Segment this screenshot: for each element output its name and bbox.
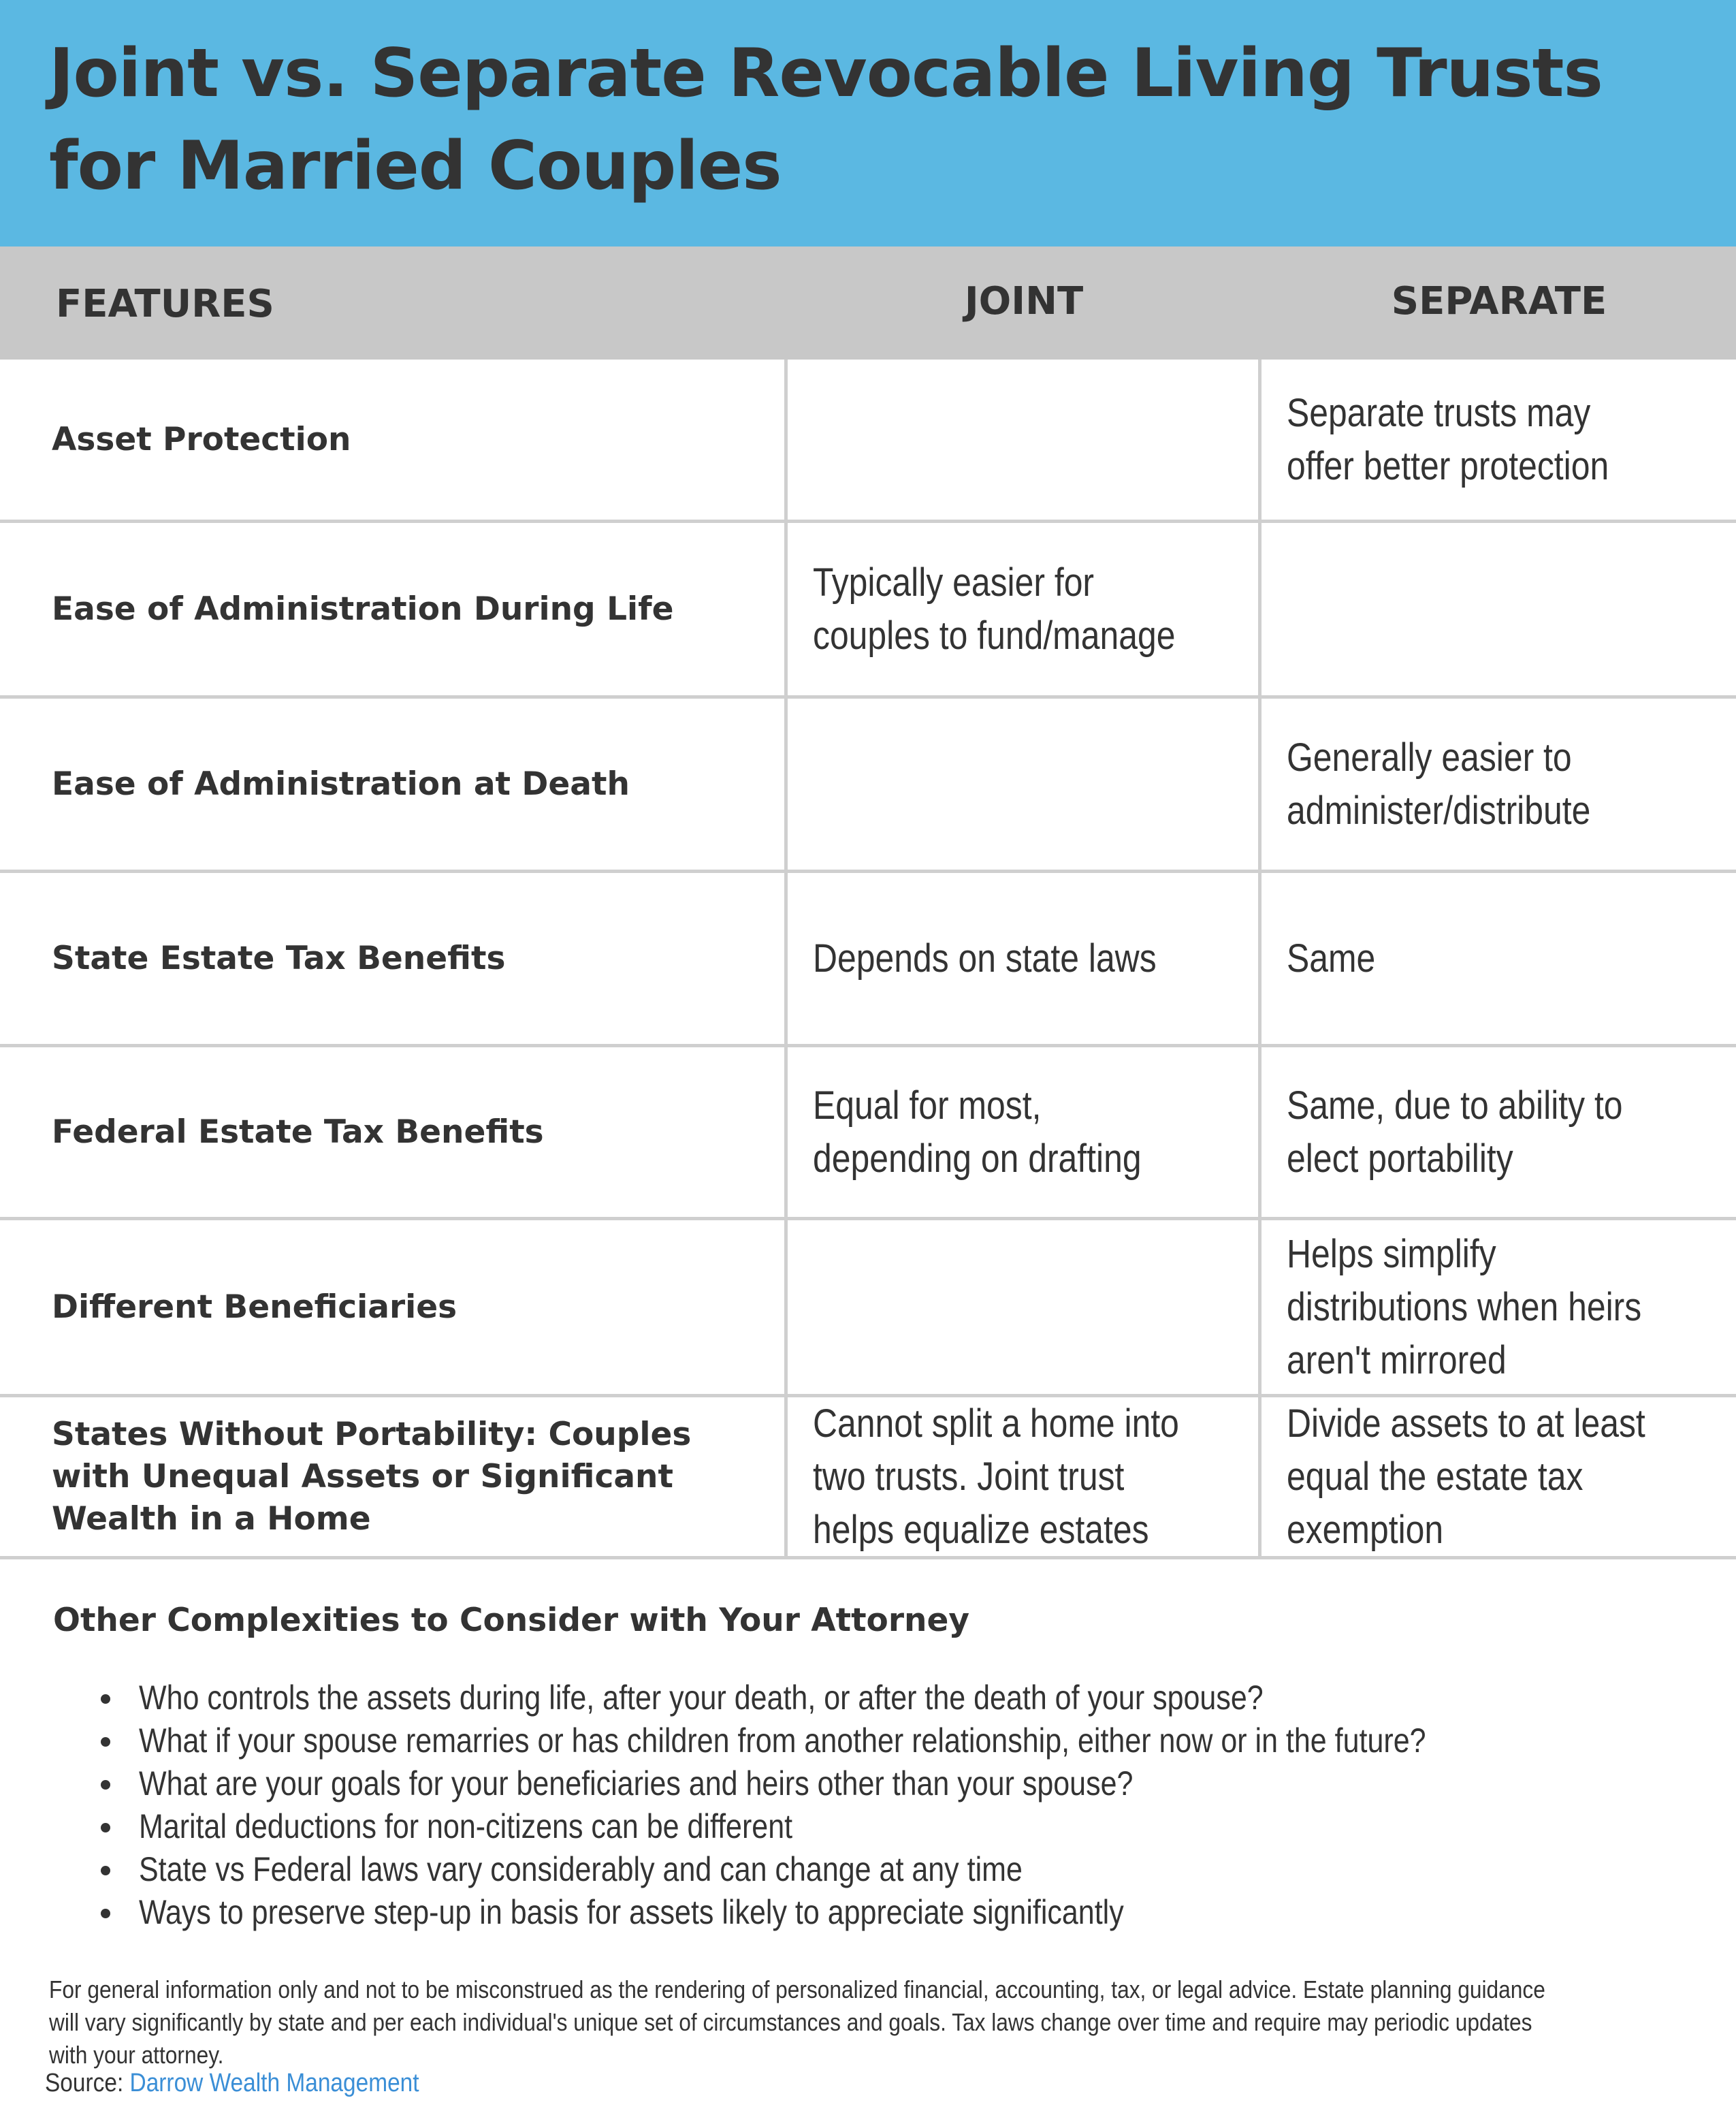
table-row bbox=[0, 873, 1736, 1047]
table-row bbox=[0, 1397, 1736, 1559]
joint-cell bbox=[813, 699, 1255, 870]
feature-cell: Asset Protection bbox=[52, 420, 351, 458]
table-row bbox=[0, 1047, 1736, 1220]
table-row bbox=[0, 360, 1736, 523]
column-divider-joint bbox=[784, 360, 788, 1559]
column-header-joint: JOINT bbox=[964, 279, 1084, 323]
page-title bbox=[49, 27, 1683, 212]
list-item: State vs Federal laws vary considerably and can change at any time bbox=[102, 1848, 1635, 1891]
column-header-bar bbox=[0, 247, 1736, 360]
other-complexities-heading: Other Complexities to Consider with Your Attorney bbox=[53, 1602, 969, 1639]
column-divider-separate bbox=[1258, 360, 1261, 1559]
separate-cell: Generally easier to administer/distribute bbox=[1287, 735, 1591, 833]
feature-cell: Ease of Administration at Death bbox=[52, 765, 630, 803]
list-item: Who controls the assets during life, after your death, or after the death of your spouse? bbox=[102, 1677, 1635, 1719]
table-row bbox=[0, 1220, 1736, 1397]
complexities-list bbox=[102, 1677, 1635, 1934]
separate-cell bbox=[1287, 523, 1729, 695]
separate-cell: Helps simplify distributions when heirs aren't mirrored bbox=[1287, 1231, 1642, 1382]
bullet-icon bbox=[101, 1866, 110, 1875]
bullet-icon bbox=[101, 1780, 110, 1790]
separate-cell: Same, due to ability to elect portability bbox=[1287, 1083, 1623, 1181]
disclaimer-text: For general information only and not to be misconstrued as the rendering of personalized financial, accounting, tax, or legal advice. Estate planning guidance will vary significantly by state and per each individual's unique set of circumstances and goals. Tax laws change over time and require may periodic updates with your attorney. bbox=[49, 1975, 1545, 2069]
joint-cell bbox=[813, 1220, 1255, 1394]
list-item: What if your spouse remarries or has children from another relationship, either now or in the future? bbox=[102, 1719, 1635, 1762]
feature-cell: Federal Estate Tax Benefits bbox=[52, 1113, 544, 1151]
list-item: Ways to preserve step-up in basis for assets likely to appreciate significantly bbox=[102, 1891, 1635, 1934]
bullet-icon bbox=[101, 1909, 110, 1918]
column-header-separate: SEPARATE bbox=[1391, 279, 1607, 323]
title-line-1: Joint vs. Separate Revocable Living Trusts bbox=[49, 35, 1603, 112]
feature-cell: States Without Portability: Couples with Unequal Assets or Significant Wealth in a Home bbox=[52, 1415, 692, 1538]
table-row bbox=[0, 699, 1736, 873]
title-banner bbox=[0, 0, 1736, 247]
bullet-icon bbox=[101, 1737, 110, 1747]
list-item: What are your goals for your beneficiaries and heirs other than your spouse? bbox=[102, 1762, 1635, 1805]
feature-cell: Different Beneficiaries bbox=[52, 1288, 457, 1326]
source-line bbox=[45, 2069, 419, 2098]
table-row bbox=[0, 523, 1736, 699]
feature-cell: State Estate Tax Benefits bbox=[52, 939, 506, 977]
source-link[interactable]: Darrow Wealth Management bbox=[129, 2069, 419, 2097]
joint-cell: Depends on state laws bbox=[813, 936, 1157, 981]
bullet-icon bbox=[101, 1823, 110, 1832]
title-line-2: for Married Couples bbox=[49, 127, 782, 205]
separate-cell: Same bbox=[1287, 936, 1376, 981]
separate-cell: Divide assets to at least equal the estate tax exemption bbox=[1287, 1401, 1645, 1552]
joint-cell: Typically easier for couples to fund/manage bbox=[813, 560, 1176, 658]
list-item: Marital deductions for non-citizens can be different bbox=[102, 1805, 1635, 1848]
feature-cell: Ease of Administration During Life bbox=[52, 590, 674, 628]
bullet-icon bbox=[101, 1694, 110, 1704]
joint-cell bbox=[813, 360, 1255, 520]
separate-cell: Separate trusts may offer better protection bbox=[1287, 390, 1609, 488]
column-header-features: FEATURES bbox=[56, 282, 274, 326]
joint-cell: Equal for most, depending on drafting bbox=[813, 1083, 1142, 1181]
joint-cell: Cannot split a home into two trusts. Joint trust helps equalize estates bbox=[813, 1401, 1179, 1552]
source-label: Source: bbox=[45, 2069, 130, 2097]
